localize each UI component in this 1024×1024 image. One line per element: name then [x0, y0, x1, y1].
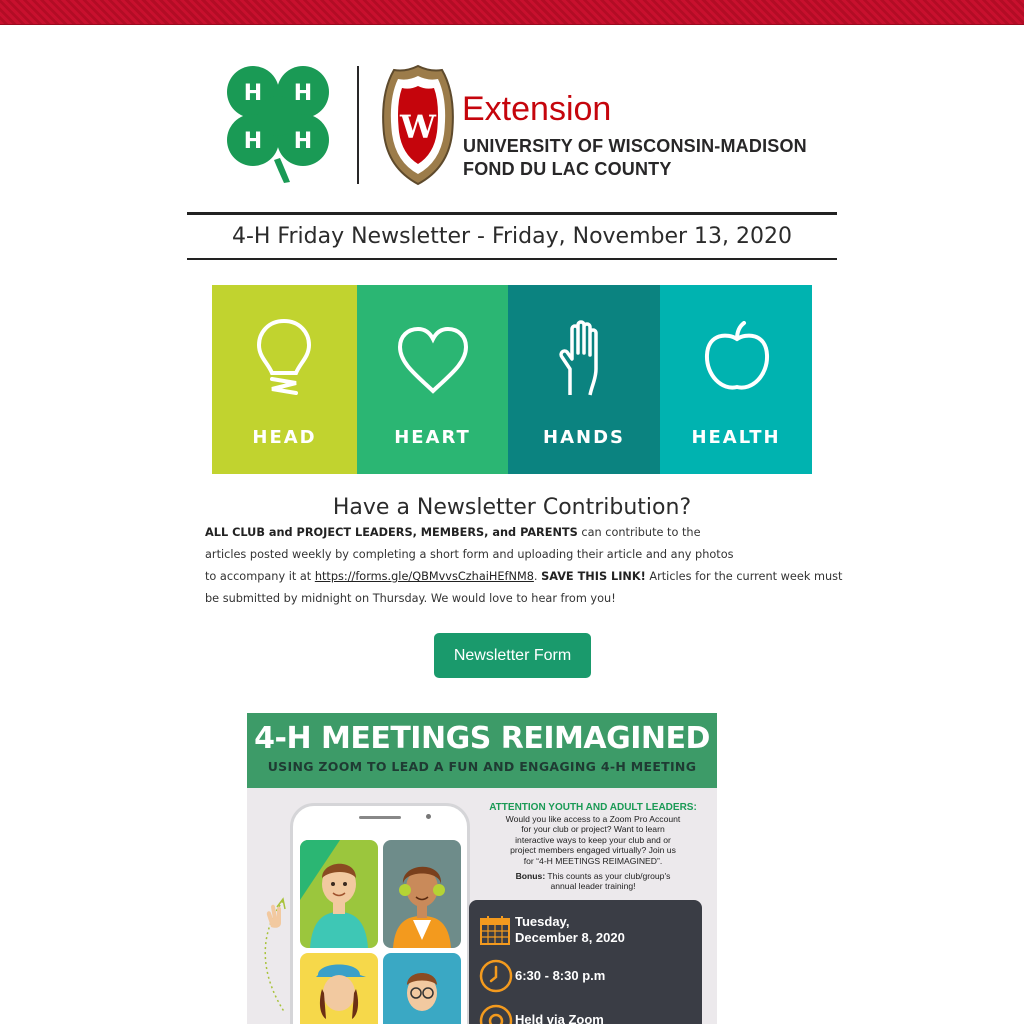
svg-text:H: H [243, 129, 263, 154]
bonus-note [479, 871, 707, 892]
waving-hand-icon [257, 901, 287, 931]
county-name: FOND DU LAC COUNTY [463, 159, 672, 179]
meetings-reimagined-flyer[interactable] [247, 713, 717, 1024]
event-time: 6:30 - 8:30 p.m [515, 968, 606, 983]
svg-text:W: W [400, 108, 436, 146]
event-date-line: December 8, 2020 [515, 930, 625, 945]
header-logos [220, 62, 810, 187]
hand-icon [556, 319, 612, 399]
save-link-bold-text: SAVE THIS LINK! [541, 570, 646, 583]
apple-icon [702, 321, 772, 395]
attention-body [479, 814, 707, 866]
attention-line: project members engaged virtually? Join us [510, 845, 676, 856]
bonus-label: Bonus: [515, 871, 546, 881]
attention-line: interactive ways to keep your club and or [515, 834, 671, 845]
contribution-text [205, 522, 843, 610]
avatar-tile [300, 840, 378, 948]
clock-icon [479, 959, 513, 993]
attention-line: for your club or project? Want to learn [521, 824, 665, 835]
banner-panel-heart [357, 285, 508, 474]
contribution-line-4: be submitted by midnight on Thursday. We would love to hear from you! [205, 592, 616, 605]
university-name: UNIVERSITY OF WISCONSIN-MADISON [463, 136, 807, 156]
bonus-text: This counts as your club/group's [545, 871, 671, 881]
event-date-line: Tuesday, [515, 914, 570, 929]
contribution-heading: Have a Newsletter Contribution? [332, 495, 692, 520]
four-h-clover-icon [220, 62, 340, 184]
top-header-band [0, 0, 1024, 25]
banner-label: HANDS [543, 427, 625, 448]
flyer-subtitle: USING ZOOM TO LEAD A FUN AND ENGAGING 4-H MEETING [267, 759, 697, 774]
attention-line: Would you like access to a Zoom Pro Account [505, 814, 681, 824]
contribution-text-fragment: Articles for the current week must [645, 570, 843, 583]
avatar [300, 953, 378, 1024]
phone-camera [426, 814, 431, 819]
leaders-bold-text: ALL CLUB and PROJECT LEADERS, MEMBERS, and PARENTS [205, 526, 578, 539]
uw-crest-icon [378, 64, 458, 186]
newsletter-form-button[interactable]: Newsletter Form [434, 633, 591, 678]
event-location: Held via Zoom [515, 1012, 604, 1024]
svg-text:H: H [293, 129, 313, 154]
flyer-title: 4-H MEETINGS REIMAGINED [254, 721, 710, 756]
banner-label: HEALTH [691, 427, 781, 448]
avatar-tile [300, 953, 378, 1024]
svg-text:H: H [293, 81, 313, 106]
newsletter-title: 4-H Friday Newsletter - Friday, November 13, 2020 [231, 224, 793, 249]
lightbulb-icon [254, 317, 314, 407]
contribution-text-fragment: can contribute to the [577, 526, 701, 539]
heart-icon [396, 325, 470, 395]
contribution-line-2: articles posted weekly by completing a short form and uploading their article and any photos [205, 548, 734, 561]
phone-mockup [290, 803, 470, 1024]
banner-label: HEART [394, 427, 471, 448]
attention-title: ATTENTION YOUTH AND ADULT LEADERS: [489, 802, 697, 813]
bonus-text: annual leader training! [550, 881, 636, 892]
svg-text:H: H [243, 81, 263, 106]
banner-panel-health [660, 285, 812, 474]
banner-panel-head [212, 285, 357, 474]
event-date [515, 914, 625, 946]
phone-speaker [359, 816, 401, 819]
avatar-tile [383, 840, 461, 948]
avatar [300, 840, 378, 948]
extension-wordmark: Extension [462, 90, 612, 128]
contribution-text-fragment: . [533, 570, 542, 583]
location-icon [479, 1004, 513, 1024]
calendar-icon [479, 914, 511, 946]
event-info-card [469, 900, 702, 1024]
logo-divider [357, 66, 359, 184]
newsletter-title-box [187, 212, 837, 260]
banner-panel-hands [508, 285, 660, 474]
contribution-line-3 [205, 566, 843, 588]
four-h-banner [212, 285, 812, 474]
avatar [383, 953, 461, 1024]
contribution-text-fragment: to accompany it at [205, 570, 315, 583]
avatar [383, 840, 461, 948]
contribution-line-1 [205, 522, 830, 544]
attention-line: for “4-H MEETINGS REIMAGINED”. [523, 855, 663, 866]
avatar-tile [383, 953, 461, 1024]
banner-label: HEAD [252, 427, 317, 448]
form-link[interactable]: https://forms.gle/QBMvvsCzhaiHEfNM8 [314, 570, 534, 583]
